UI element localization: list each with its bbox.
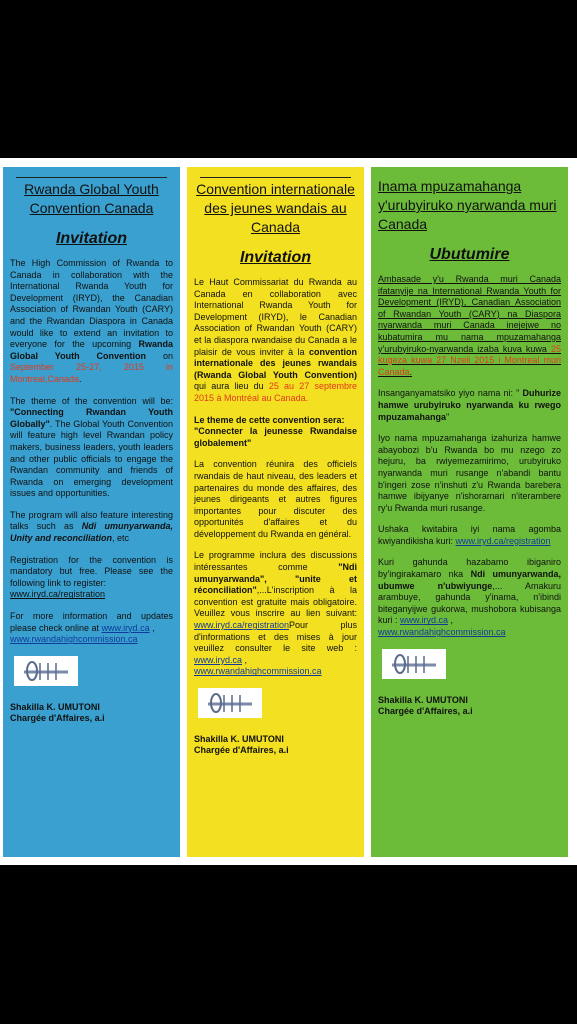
signatory-title: Chargée d'Affaires, a.i: [194, 745, 289, 755]
theme-paragraph: Insanganyamatsiko yiyo nama ni: " Duhurize hamwe urubyiruko nyarwanda ku rwego mpuzamahanga": [378, 388, 561, 422]
logo-image: [382, 649, 446, 679]
high-commission-link[interactable]: www.rwandahighcommission.ca: [378, 627, 506, 638]
column-title: Inama mpuzamahanga y'urubyiruko nyarwanda muri Canada: [378, 178, 557, 232]
high-commission-link[interactable]: www.rwandahighcommission.ca: [194, 666, 322, 677]
french-column: [187, 167, 364, 857]
iryd-link[interactable]: www.iryd.ca: [194, 654, 243, 665]
intro-paragraph: The High Commission of Rwanda to Canada in collaboration with the International Rwanda Youth for Development (IRYD), the Canadian Association of Rwandan Youth (CARY) and the Rwandan Diaspora in Canada would like to extend an invitation to everyone for the upcoming Rwanda Global Youth Convention on September 25-27, 2015 in Montreal,Canada.: [10, 258, 173, 384]
kinyarwanda-column: [371, 167, 568, 857]
flyer-page: [0, 158, 577, 865]
logo-image: [198, 688, 262, 718]
program-paragraph: La convention réunira des officiels rwandais de haut niveau, des leaders et partenaires du monde des affaires, des jeunes dirigeants et autres figures importantes pour discuter des opportunités d'affaires et du développement du Rwanda en général.: [194, 459, 357, 539]
intro-paragraph: Ambasade y'u Rwanda muri Canada ifatanyije na International Rwanda Youth for Development (IRYD), Canadian Association of Rwandan Youth (CARY) na Diaspora nyarwanda muri Canada inejejwe no kubatumira mu nama mpuzamahanga y'urubyiruko-nyarwanda izaba kuva kuwa 25 kugeza kuwa 27 Nzeli 2015 i Montreal muri Canada.: [378, 274, 561, 377]
gear-emblem-icon: [20, 659, 72, 683]
program-paragraph: The program will also feature interesting talks such as Ndi umunyarwanda, Unity and reconciliation, etc: [10, 509, 174, 544]
program-paragraph: Kuri gahunda hazabamo ibiganiro by'ingirakamaro nka Ndi umunyarwanda, ubumwe n'ubwiyunge,... Amakuru arambuye, gahunda y'inama, n'ibindi biteganyijwe gukorwa, mushobora kubisanga kuri : www.iryd.ca , www.rwandahighcommission.ca: [378, 557, 561, 638]
signature-block: [10, 702, 173, 724]
signature-block: [378, 695, 561, 717]
divider: [16, 177, 167, 178]
theme-paragraph: Le theme de cette convention sera: "Connecter la jeunesse Rwandaise globalement": [194, 414, 357, 448]
registration-link[interactable]: www.iryd.ca/registration: [10, 589, 106, 600]
column-subtitle: Invitation: [55, 230, 128, 247]
divider: [200, 177, 351, 178]
registration-paragraph: Registration for the convention is mandatory but free. Please see the following link to register: www.iryd.ca/registration: [10, 554, 173, 600]
registration-link[interactable]: www.iryd.ca/registration: [455, 535, 551, 546]
signatory-name: Shakilla K. UMUTONI: [378, 694, 468, 705]
english-column: [3, 167, 180, 857]
theme-paragraph: The theme of the convention will be: "Connecting Rwandan Youth Globally". The Global Youth Convention will feature high level Rwandan policy makers, business leaders, youth leaders and other public officials to engage the Rwandan community and friends of Rwanda on emerging development issues and opportunities.: [10, 395, 173, 499]
signatory-title: Chargée d'Affaires, a.i: [378, 705, 473, 716]
high-commission-link[interactable]: www.rwandahighcommission.ca: [10, 634, 138, 645]
column-subtitle: Ubutumire: [429, 246, 510, 263]
registration-link[interactable]: www.iryd.ca/registration: [194, 620, 290, 631]
signature-block: [194, 734, 357, 756]
iryd-link[interactable]: www.iryd.ca: [101, 622, 150, 633]
signatory-name: Shakilla K. UMUTONI: [10, 701, 100, 712]
column-title: Rwanda Global Youth Convention Canada: [24, 181, 159, 216]
description-paragraph: Iyo nama mpuzamahanga izahuriza hamwe abayobozi b'u Rwanda bo mu nzego zo hejuru, ba rwiyemezamirimo, urubyiruko nyarwanda muri rusange n'abandi bantu b'ingeri zose n'inshuti z'u Rwanda barebera hamwe ibijyanye n'ishoramari n'iterambere ry'u Rwanda muri rusange.: [378, 433, 561, 513]
intro-paragraph: Le Haut Commissariat du Rwanda au Canada en collaboration avec International Rwanda Youth for Development (IRYD), le Canadian Association of Rwandan Youth (CARY) et la diaspora rwandaise du Canada a le plaisir de vous inviter à la convention internationale des jeunes rwandais (Rwanda Global Youth Convention) qui aura lieu du 25 au 27 septembre 2015 à Montréal au Canada.: [194, 277, 357, 403]
signatory-title: Chargée d'Affaires, a.i: [10, 712, 105, 723]
registration-paragraph: Le programme inclura des discussions intéressantes comme "Ndi umunyarwanda", "unite et réconciliation",...L'inscription à la convention est gratuite mais obligatoire. Veuillez vous inscrire au lien suivant: www.iryd.ca/registrationPour plus d'informations et des mises à jour veuillez consulter le site web : www.iryd.ca , www.rwandahighcommission.ca: [194, 550, 357, 677]
column-subtitle: Invitation: [239, 249, 312, 266]
gear-emblem-icon: [204, 691, 256, 715]
iryd-link[interactable]: www.iryd.ca: [400, 615, 449, 626]
gear-emblem-icon: [388, 652, 440, 676]
logo-image: [14, 656, 78, 686]
info-paragraph: For more information and updates please check online at www.iryd.ca , www.rwandahighcommission.ca: [10, 611, 173, 645]
signatory-name: Shakilla K. UMUTONI: [194, 734, 284, 744]
registration-paragraph: Ushaka kwitabira iyi nama agomba kwiyandikisha kuri: www.iryd.ca/registration: [378, 524, 561, 546]
column-title: Convention internationale des jeunes wandais au Canada: [196, 181, 355, 235]
